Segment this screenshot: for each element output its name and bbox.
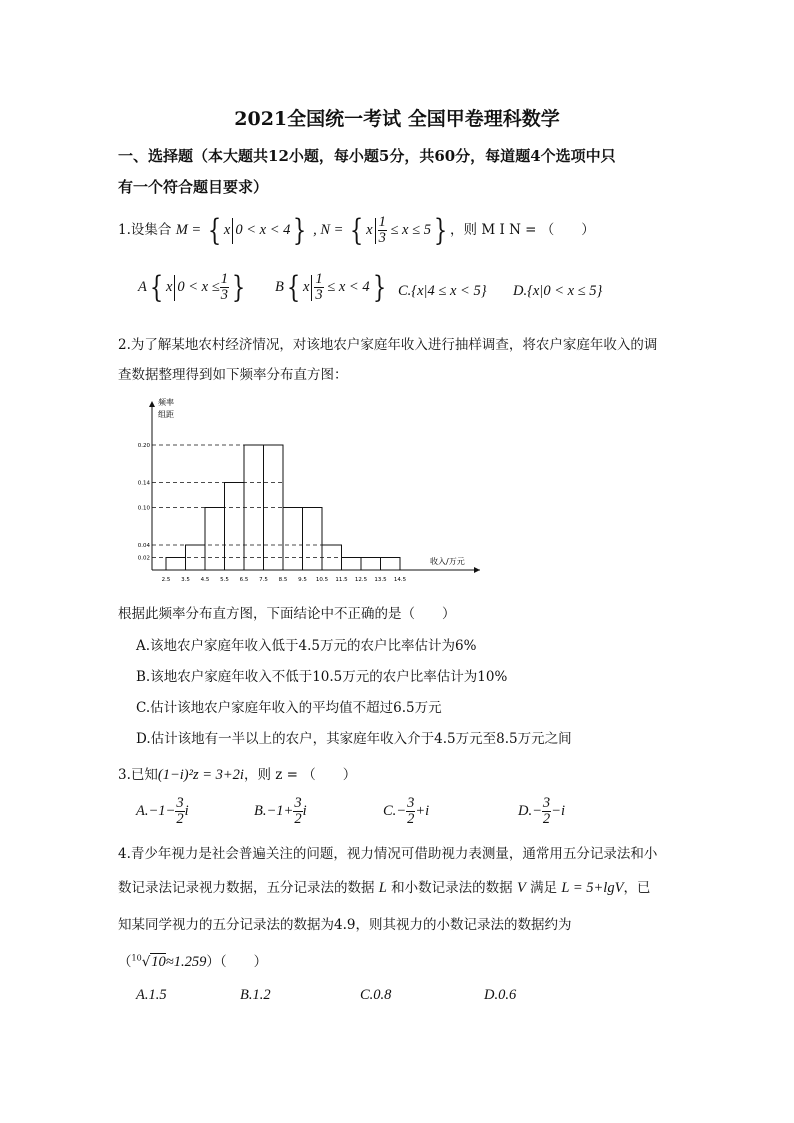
q1-prefix: 设集合 [130,222,172,238]
question-2-line2: 查数据整理得到如下频率分布直方图： [118,367,348,383]
x-tick-label: 6.5 [239,577,249,583]
q1-set-M: M [175,222,188,238]
q1-number: 1. [118,222,131,238]
question-2-line1: 2.为了解某地农村经济情况，对该地农户家庭年收入进行抽样调查，将农户家庭年收入的调 [118,337,658,353]
bar-icon [174,275,175,301]
y-axis-label-top: 频率 [158,398,174,407]
q1-option-d[interactable]: D.{x|0 < x ≤ 5} [513,283,603,299]
question-4-line2: 数记录法记录视力数据，五分记录法的数据 L 和小数记录法的数据 V 满足 L = 5+lgV，已 [118,880,651,896]
y-axis-arrow-icon [149,401,155,407]
x-tick-label: 13.5 [374,577,387,583]
q3-option-c[interactable]: C.− $\frac{3}{2}$ +i [383,795,430,828]
q2-option-d[interactable]: D.估计该地有一半以上的农户，其家庭年收入介于4.5万元至8.5万元之间 [136,731,572,747]
q1-cond-N: ≤ x ≤ 5 [386,222,431,238]
right-brace-icon: } [293,213,307,248]
q3-option-a[interactable]: A.−1− $\frac{3}{2}$ i [136,795,189,828]
section-heading-line2: 有一个符合题目要求） [118,178,269,196]
q4-option-a[interactable]: A.1.5 [136,987,167,1003]
fraction: $\frac{1}{3}$ [220,270,228,303]
x-tick-label: 7.5 [259,577,268,583]
y-tick-label: 0.20 [137,443,150,449]
left-brace-icon: { [349,213,364,248]
fraction: $\frac{3}{2}$ [176,795,184,828]
x-tick-label: 3.5 [181,577,190,583]
radicand: 10 [151,954,166,970]
q2-option-a[interactable]: A.该地农户家庭年收入低于4.5万元的农户比率估计为6% [136,638,477,654]
histogram-bar [303,508,323,571]
section-heading-line1: 一、选择题（本大题共12小题，每小题5分，共60分，每道题4个选项中只 [118,147,616,165]
histogram-bar [205,508,225,571]
x-tick-label: 10.5 [315,577,329,583]
histogram-bar [381,558,401,571]
page-title: 2021全国统一考试 全国甲卷理科数学 [234,108,560,130]
histogram-chart [130,395,500,590]
q3-option-d[interactable]: D.− $\frac{3}{2}$ −i [518,795,565,828]
q1-option-b[interactable]: B{ x $\frac{1}{3}$ ≤ x < 4} [275,270,386,305]
histogram-bar [225,483,245,571]
x-tick-label: 8.5 [278,577,288,583]
q1-ask: ，则 M I N = （ ） [450,222,595,238]
left-brace-icon: { [149,270,164,305]
question-2-prompt: 根据此频率分布直方图，下面结论中不正确的是（ ） [118,606,456,622]
root-index: 10 [131,953,142,963]
q4-formula: L = 5+lgV [561,880,624,896]
y-tick-label: 0.04 [137,543,150,549]
left-brace-icon: { [286,270,301,305]
histogram-bar [283,508,303,571]
x-axis-arrow-icon [474,567,480,573]
y-axis-label-bottom: 组距 [158,410,174,419]
x-tick-label: 2.5 [161,577,171,583]
y-tick-label: 0.10 [137,505,150,512]
question-4-line1: 4.青少年视力是社会普遍关注的问题，视力情况可借助视力表测量，通常用五分记录法和小 [118,846,658,862]
q4-option-b[interactable]: B.1.2 [240,987,271,1003]
question-4-line3: 知某同学视力的五分记录法的数据为4.9，则其视力的小数记录法的数据约为 [118,917,572,933]
histogram-bar [342,558,362,571]
question-4-hint: （$^{10}$√10≈1.259）（ ） [118,953,268,970]
q4-option-c[interactable]: C.0.8 [360,987,392,1003]
q2-option-b[interactable]: B.该地农户家庭年收入不低于10.5万元的农户比率估计为10% [136,669,508,685]
x-tick-label: 14.5 [393,577,407,583]
x-tick-label: 5.5 [220,577,229,583]
question-1-stem: 1.设集合 M = { x 0 < x < 4} , N = { x $\frac{1}{3}$ ≤ x ≤ 5} ，则 M I N = （ ） [118,213,595,248]
fraction: $\frac{3}{2}$ [542,795,551,828]
bar-icon [232,218,233,244]
radical-icon: √ [141,954,151,970]
right-brace-icon: } [433,213,448,248]
x-tick-label: 11.5 [335,577,348,583]
bar-icon [311,275,312,301]
x-tick-label: 9.5 [298,577,307,583]
right-brace-icon: } [372,270,386,305]
fraction: $\frac{3}{2}$ [407,795,415,828]
x-tick-label: 12.5 [354,577,368,583]
histogram-bar [361,558,381,571]
histogram-bar [322,545,342,570]
q3-equation: (1−i)²z = 3+2i [157,767,244,783]
q1-set-N: N [320,222,331,238]
left-brace-icon: { [207,213,222,248]
histogram-bar [166,558,186,571]
fraction: $\frac{3}{2}$ [294,795,302,828]
y-tick-label: 0.14 [137,480,150,487]
q2-option-c[interactable]: C.估计该地农户家庭年收入的平均值不超过6.5万元 [136,700,442,716]
fraction: $\frac{1}{3}$ [378,213,386,246]
fraction: $\frac{1}{3}$ [315,270,323,303]
question-3-stem: 3.已知(1−i)²z = 3+2i，则 z = （ ） [118,767,357,783]
q1-option-c[interactable]: C.{x|4 ≤ x < 5} [398,283,487,299]
q3-option-b[interactable]: B.−1+ $\frac{3}{2}$ i [254,795,307,828]
bar-icon [375,218,376,244]
right-brace-icon: } [231,270,246,305]
q1-cond-M: 0 < x < 4 [235,222,291,238]
q4-option-d[interactable]: D.0.6 [484,987,517,1003]
x-tick-label: 4.5 [200,577,210,583]
x-axis-label: 收入/万元 [430,557,465,566]
y-tick-label: 0.02 [137,555,150,562]
q1-option-a[interactable]: A{ x 0 < x ≤ $\frac{1}{3}$ } [138,270,246,305]
